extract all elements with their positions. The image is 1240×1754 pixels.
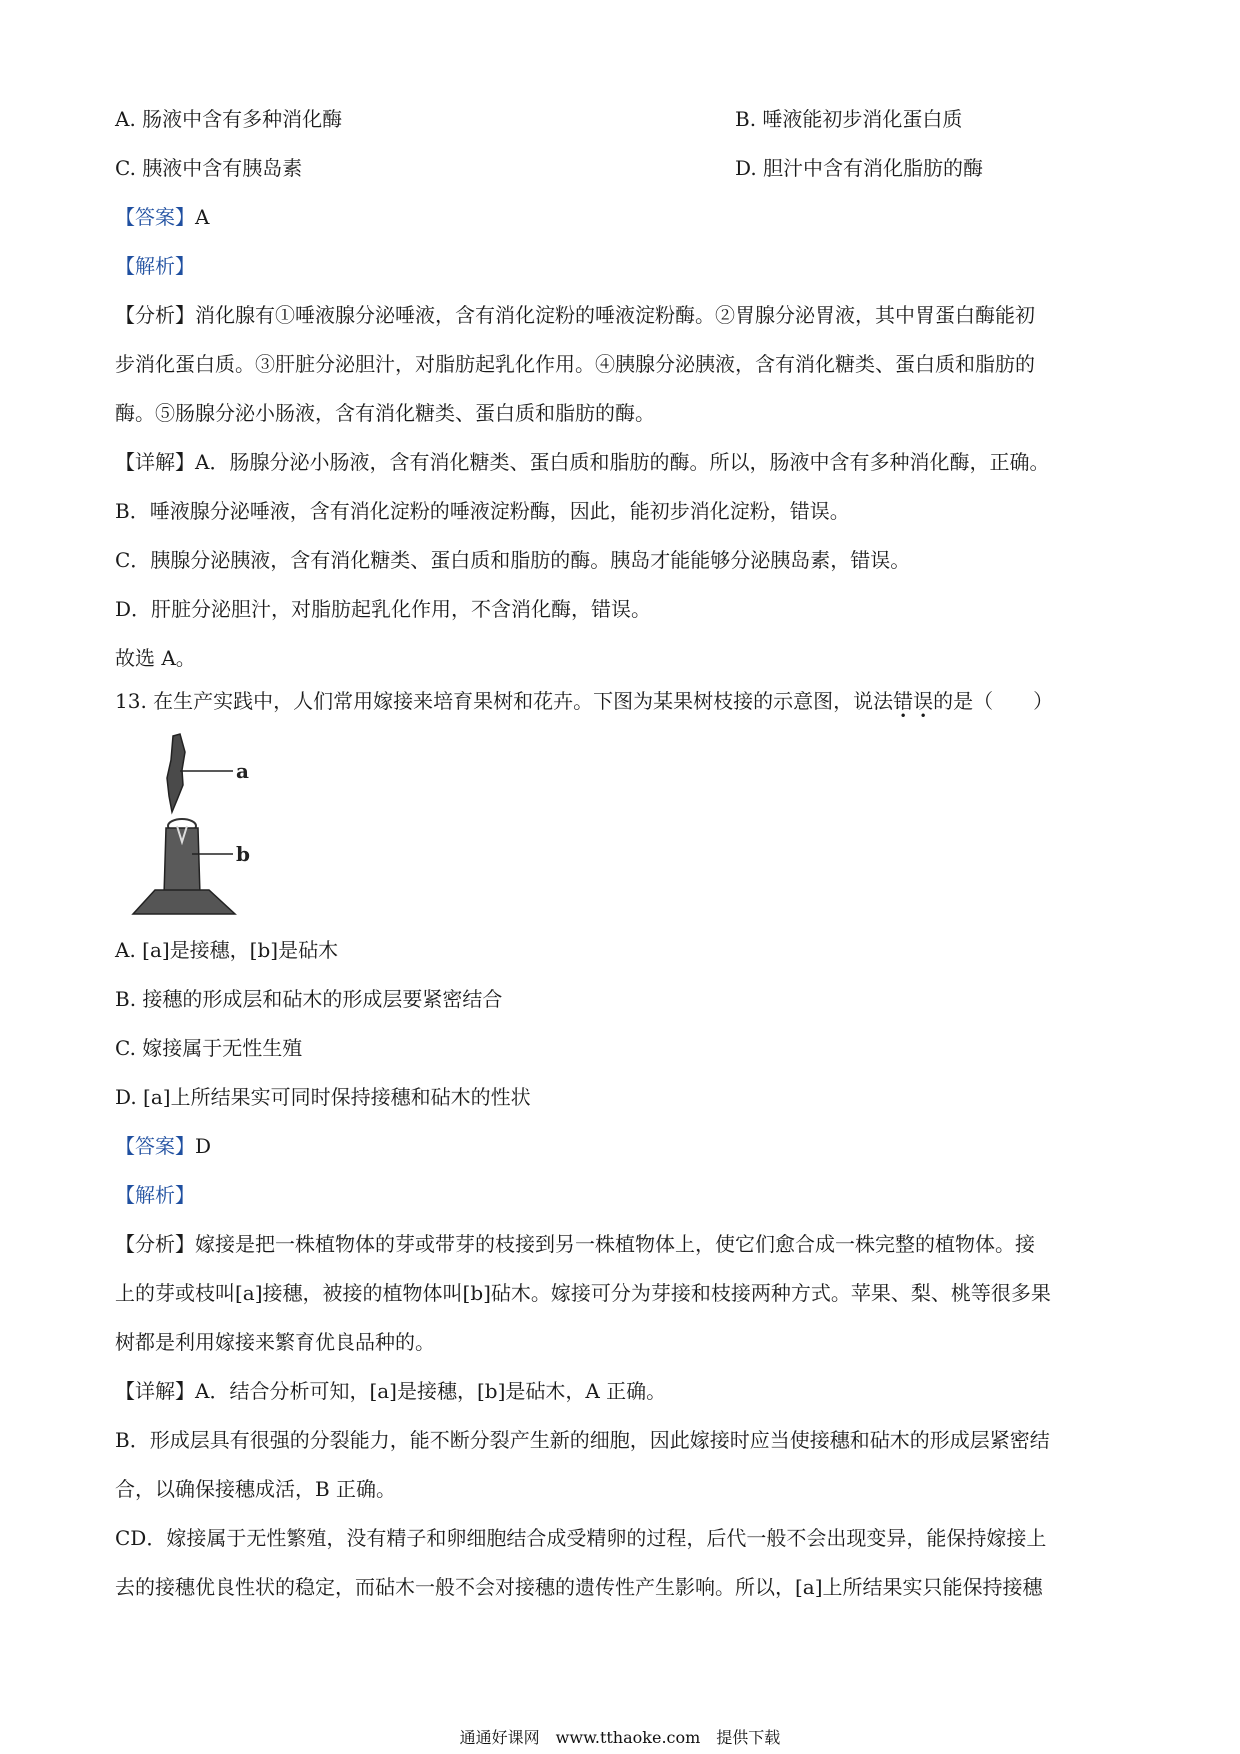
q13-stem-before: 13. 在生产实践中，人们常用嫁接来培育果树和花卉。下图为某果树枝接的示意图，说法 xyxy=(115,689,894,713)
page-footer: 通通好课网 www.tthaoke.com 提供下载 xyxy=(459,1728,781,1747)
q13-fenxi-tag: 【分析】 xyxy=(115,1232,195,1256)
grafting-diagram xyxy=(125,730,265,920)
q13-analysis-tag: 【解析】 xyxy=(115,1183,195,1207)
q13-stem xyxy=(115,688,1135,723)
q12-xiangjie-text-1: A．肠腺分泌小肠液，含有消化糖类、蛋白质和脂肪的酶。所以，肠液中含有多种消化酶，正确。 xyxy=(195,450,1050,474)
q12-conclusion: 故选 A。 xyxy=(115,646,196,670)
q12-xiangjie-line-2: B．唾液腺分泌唾液，含有消化淀粉的唾液淀粉酶，因此，能初步消化淀粉，错误。 xyxy=(115,499,850,523)
q13-xiangjie-line-4: CD．嫁接属于无性繁殖，没有精子和卵细胞结合成受精卵的过程，后代一般不会出现变异，能保持嫁接上 xyxy=(115,1526,1047,1550)
q12-xiangjie-line-1 xyxy=(115,449,1135,475)
q13-emphasis-char-2: 误 • xyxy=(913,689,934,723)
q12-option-b: B. 唾液能初步消化蛋白质 xyxy=(735,107,963,131)
label-b: b xyxy=(236,842,250,866)
q12-fenxi-line-2: 步消化蛋白质。③肝脏分泌胆汁，对脂肪起乳化作用。④胰腺分泌胰液，含有消化糖类、蛋白质和脂肪的 xyxy=(115,352,1035,376)
q12-xiangjie-line-4: D．肝脏分泌胆汁，对脂肪起乳化作用，不含消化酶，错误。 xyxy=(115,597,652,621)
q13-option-c: C. 嫁接属于无性生殖 xyxy=(115,1036,303,1060)
ground-mound xyxy=(133,890,235,914)
q12-answer-value: A xyxy=(195,205,210,229)
q13-analysis-heading xyxy=(115,1182,1135,1208)
q13-xiangjie-tag: 【详解】 xyxy=(115,1379,195,1403)
emphasis-dot: • xyxy=(899,709,907,723)
q12-xiangjie-tag: 【详解】 xyxy=(115,450,195,474)
q12-fenxi-tag: 【分析】 xyxy=(115,303,195,327)
q13-fenxi-line-3: 树都是利用嫁接来繁育优良品种的。 xyxy=(115,1330,435,1354)
q13-stem-after: 的是（ ） xyxy=(933,689,1054,713)
q13-xiangjie-text-1: A．结合分析可知，[a]是接穗，[b]是砧木，A 正确。 xyxy=(195,1379,667,1403)
q12-option-a: A. 肠液中含有多种消化酶 xyxy=(115,107,343,131)
q13-xiangjie-line-1 xyxy=(115,1378,1135,1404)
q12-answer xyxy=(115,204,1135,230)
q13-option-d: D. [a]上所结果实可同时保持接穗和砧木的性状 xyxy=(115,1085,531,1109)
q13-emphasis-char-1: 错 • xyxy=(893,689,914,723)
label-a: a xyxy=(236,759,249,783)
q12-options-row-1 xyxy=(115,106,1135,132)
q13-xiangjie-line-2: B．形成层具有很强的分裂能力，能不断分裂产生新的细胞，因此嫁接时应当使接穗和砧木的形成层紧密结 xyxy=(115,1428,1050,1452)
q12-fenxi-line-3: 酶。⑤肠腺分泌小肠液，含有消化糖类、蛋白质和脂肪的酶。 xyxy=(115,401,655,425)
q13-answer xyxy=(115,1133,1135,1159)
q13-xiangjie-line-3: 合，以确保接穗成活，B 正确。 xyxy=(115,1477,397,1501)
q13-fenxi-line-2: 上的芽或枝叫[a]接穗，被接的植物体叫[b]砧木。嫁接可分为芽接和枝接两种方式。苹果、梨、桃等很多果 xyxy=(115,1281,1051,1305)
emphasis-dot: • xyxy=(919,709,927,723)
q13-answer-tag: 【答案】 xyxy=(115,1134,195,1158)
scion-shape xyxy=(167,734,185,812)
q13-option-a: A. [a]是接穗，[b]是砧木 xyxy=(115,938,339,962)
q12-fenxi-line-1 xyxy=(115,302,1135,328)
q12-option-c: C. 胰液中含有胰岛素 xyxy=(115,156,303,180)
q13-option-b: B. 接穗的形成层和砧木的形成层要紧密结合 xyxy=(115,987,503,1011)
q12-answer-tag: 【答案】 xyxy=(115,205,195,229)
q12-options-row-2 xyxy=(115,155,1135,181)
q13-answer-value: D xyxy=(195,1134,212,1158)
q12-analysis-tag: 【解析】 xyxy=(115,254,195,278)
q13-fenxi-text-1: 嫁接是把一株植物体的芽或带芽的枝接到另一株植物体上，使它们愈合成一株完整的植物体。接 xyxy=(195,1232,1035,1256)
q12-analysis-heading xyxy=(115,253,1135,279)
q13-xiangjie-line-5: 去的接穗优良性状的稳定，而砧木一般不会对接穗的遗传性产生影响。所以，[a]上所结果实只能保持接穗 xyxy=(115,1575,1043,1599)
q12-option-d: D. 胆汁中含有消化脂肪的酶 xyxy=(735,156,984,180)
q13-fenxi-line-1 xyxy=(115,1231,1135,1257)
q12-xiangjie-line-3: C．胰腺分泌胰液，含有消化糖类、蛋白质和脂肪的酶。胰岛才能能够分泌胰岛素，错误。 xyxy=(115,548,911,572)
q12-fenxi-text-1: 消化腺有①唾液腺分泌唾液，含有消化淀粉的唾液淀粉酶。②胃腺分泌胃液，其中胃蛋白酶能初 xyxy=(195,303,1035,327)
stock-trunk xyxy=(164,828,200,895)
